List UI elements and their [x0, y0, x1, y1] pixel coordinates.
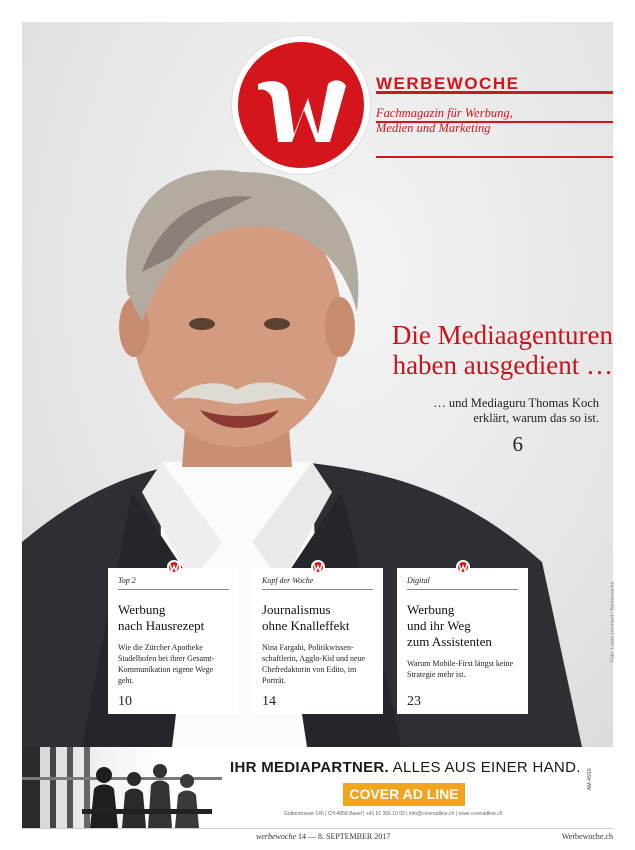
w-badge-icon — [456, 560, 470, 574]
teaser-page: 23 — [407, 694, 421, 709]
masthead-tagline: Fachmagazin für Werbung, Medien und Marketing — [376, 106, 513, 135]
ad-photo — [22, 747, 222, 828]
ad-code: AM-45/19 — [587, 768, 593, 790]
werbewoche-logo — [232, 36, 370, 174]
teaser-category: Kopf der Woche — [262, 576, 373, 590]
masthead-rule-tagline — [376, 156, 613, 158]
teaser-page: 14 — [262, 694, 276, 709]
teaser-title: Journalismus ohne Knalleffekt — [262, 602, 350, 633]
teaser-title: Werbung und ihr Weg zum Assistenten — [407, 602, 492, 649]
teaser-text: Warum Mobile-First längst keine Strategie mehr ist. — [407, 659, 514, 679]
teaser-category: Top 2 — [118, 576, 229, 590]
ad-address: Gütterstrasse 145 | CH-4058 Basel | +41 61 366 10 00 | info@coveradline.ch | www.coveradline.ch — [284, 811, 503, 817]
teaser-title: Werbung nach Hausrezept — [118, 602, 205, 633]
teaser-text: Wie die Zürcher Apotheke Stadelhofen bei ihrer Gesamt-Kommunikation eigene Wege geht. — [118, 643, 215, 685]
advertisement[interactable] — [22, 747, 613, 829]
website-link[interactable]: Werbewoche.ch — [561, 832, 613, 841]
teaser-box-1[interactable] — [108, 568, 239, 714]
ad-people-silhouette — [22, 747, 222, 828]
photo-credit: Foto: Lukas Lienhard / Werbewoche — [610, 581, 616, 662]
teaser-page: 10 — [118, 694, 132, 709]
teaser-box-2[interactable] — [252, 568, 383, 714]
teaser-category: Digital — [407, 576, 518, 590]
ad-headline: IHR MEDIAPARTNER. ALLES AUS EINER HAND. — [230, 759, 581, 776]
cover-page-number: 6 — [512, 432, 523, 456]
teaser-text: Nina Fargahi, Politikwissen-schaftlerin, Agglo-Kid und neue Chefredaktorin von Edito, im Porträt. — [262, 643, 366, 685]
cover-subheadline: … und Mediaguru Thomas Koch erklärt, warum das so ist. — [433, 396, 599, 425]
brand-name: WERBEWOCHE — [376, 74, 520, 93]
cover-headline: Die Mediaagenturen haben ausgedient … — [391, 320, 613, 380]
issue-info: werbewoche 14 — 8. SEPTEMBER 2017 — [256, 832, 391, 841]
cover-ad-line-button[interactable]: COVER AD LINE — [343, 783, 465, 806]
teaser-box-3[interactable] — [397, 568, 528, 714]
w-logo-icon — [238, 42, 364, 168]
w-badge-icon — [311, 560, 325, 574]
w-badge-icon — [167, 560, 181, 574]
